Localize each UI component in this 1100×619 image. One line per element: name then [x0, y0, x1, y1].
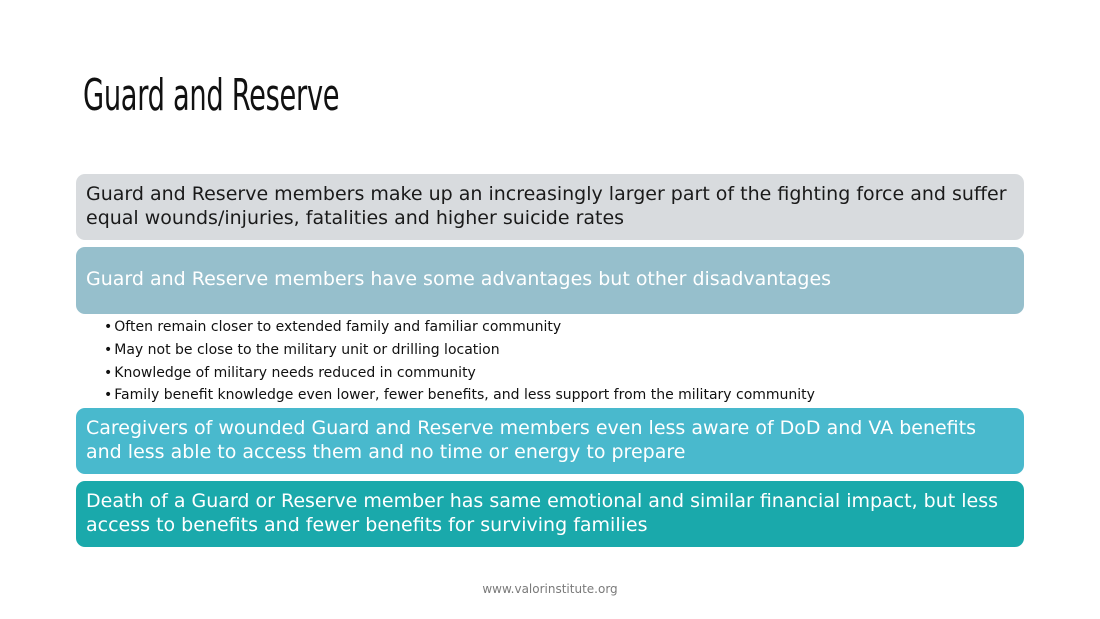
- content-box-fighting-force: [76, 174, 1024, 240]
- bullet-item: [104, 316, 815, 339]
- bullet-dot-icon: •: [104, 387, 113, 404]
- content-box-caregivers: [76, 408, 1024, 474]
- bullet-list: [104, 316, 815, 407]
- bullet-item: [104, 384, 815, 407]
- bullet-dot-icon: •: [104, 319, 113, 335]
- content-box-text: Guard and Reserve members make up an increasingly larger part of the fighting force and suffer equal wounds/injuries, fatalities and higher suicide rates: [86, 183, 1007, 229]
- content-box-text: Caregivers of wounded Guard and Reserve members even less aware of DoD and VA benefits and less able to access them and no time or energy to prepare: [86, 417, 976, 463]
- bullet-text: May not be close to the military unit or drilling location: [114, 341, 500, 358]
- content-box-text: Guard and Reserve members have some advantages but other disadvantages: [86, 268, 832, 290]
- content-box-text: Death of a Guard or Reserve member has same emotional and similar financial impact, but less access to benefits and fewer benefits for surviving families: [86, 490, 999, 536]
- bullet-dot-icon: •: [104, 364, 113, 381]
- content-box-advantages: [76, 247, 1024, 314]
- bullet-item: [104, 339, 815, 362]
- bullet-text: Family benefit knowledge even lower, fewer benefits, and less support from the military community: [114, 387, 815, 404]
- bullet-text: Knowledge of military needs reduced in community: [114, 364, 476, 381]
- bullet-dot-icon: •: [104, 341, 113, 358]
- bullet-text: Often remain closer to extended family and familiar community: [114, 319, 562, 335]
- bullet-item: [104, 362, 815, 385]
- content-box-survivors: [76, 481, 1024, 547]
- slide-title: Guard and Reserve: [83, 70, 340, 121]
- footer-url: www.valorinstitute.org: [482, 582, 618, 596]
